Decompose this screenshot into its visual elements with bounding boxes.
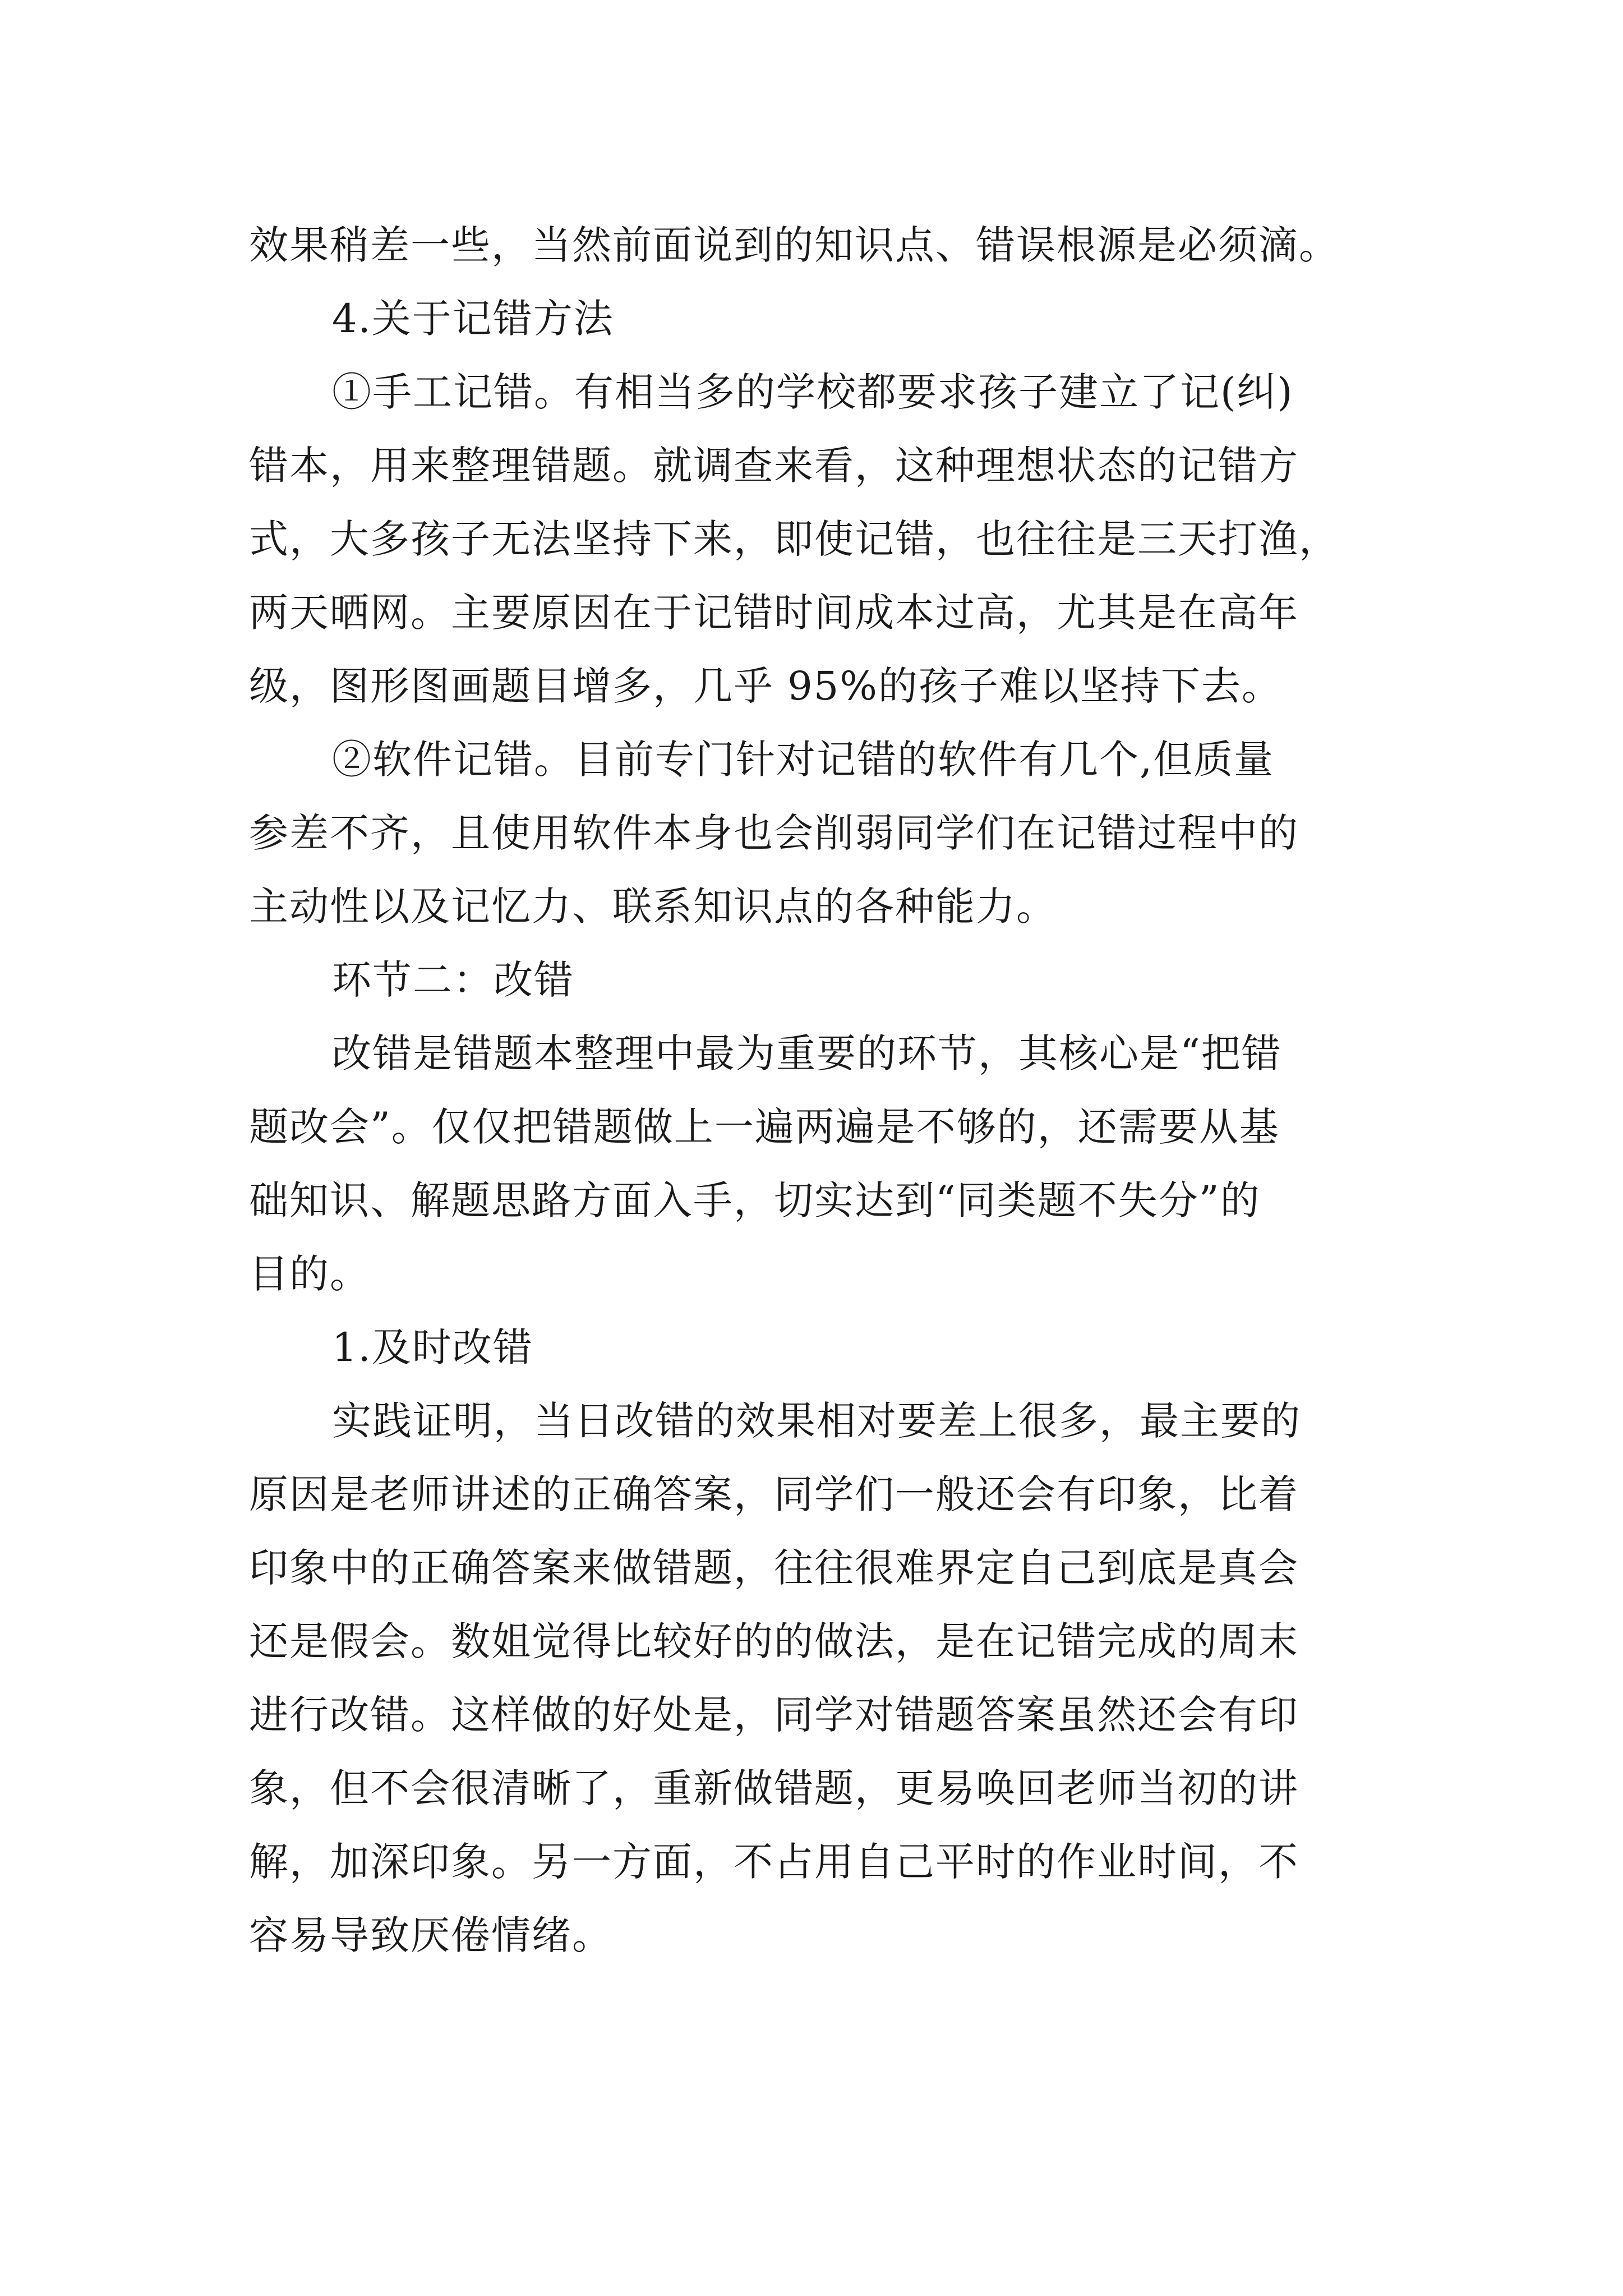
text-line: 改错是错题本整理中最为重要的环节，其核心是“把错 [332, 1030, 1282, 1076]
text-line: 级，图形图画题目增多，几乎 95%的孩子难以坚持下去。 [249, 663, 1282, 709]
text-line: 解，加深印象。另一方面，不占用自己平时的作业时间，不 [249, 1839, 1299, 1885]
body-text [249, 209, 1387, 1972]
text-line: 环节二：改错 [332, 957, 574, 1003]
text-line: 题改会”。仅仅把错题做上一遍两遍是不够的，还需要从基 [249, 1104, 1280, 1150]
text-line: 两天晒网。主要原因在于记错时间成本过高，尤其是在高年 [249, 590, 1299, 636]
text-line: ①手工记错。有相当多的学校都要求孩子建立了记(纠) [332, 369, 1294, 415]
text-line: 印象中的正确答案来做错题，往往很难界定自己到底是真会 [249, 1545, 1299, 1591]
text-line: 还是假会。数姐觉得比较好的的做法，是在记错完成的周末 [249, 1618, 1299, 1664]
text-line: 效果稍差一些，当然前面说到的知识点、错误根源是必须滴。 [249, 222, 1339, 268]
text-line: 础知识、解题思路方面入手，切实达到“同类题不失分”的 [249, 1177, 1261, 1223]
text-line: 4.关于记错方法 [332, 296, 614, 342]
text-line: 原因是老师讲述的正确答案，同学们一般还会有印象，比着 [249, 1471, 1299, 1517]
text-line: 参差不齐，且使用软件本身也会削弱同学们在记错过程中的 [249, 810, 1299, 856]
text-line: 实践证明，当日改错的效果相对要差上很多，最主要的 [332, 1398, 1301, 1444]
text-line: ②软件记错。目前专门针对记错的软件有几个,但质量 [332, 737, 1275, 783]
text-line: 目的。 [249, 1251, 370, 1297]
text-line: 1.及时改错 [332, 1324, 533, 1370]
text-line: 主动性以及记忆力、联系知识点的各种能力。 [249, 884, 1057, 930]
text-line: 象，但不会很清晰了，重新做错题，更易唤回老师当初的讲 [249, 1765, 1299, 1811]
text-line: 容易导致厌倦情绪。 [249, 1912, 612, 1958]
text-line: 式，大多孩子无法坚持下来，即使记错，也往往是三天打渔， [249, 516, 1339, 562]
text-line: 进行改错。这样做的好处是，同学对错题答案虽然还会有印 [249, 1692, 1299, 1738]
text-line: 错本，用来整理错题。就调查来看，这种理想状态的记错方 [249, 443, 1299, 489]
